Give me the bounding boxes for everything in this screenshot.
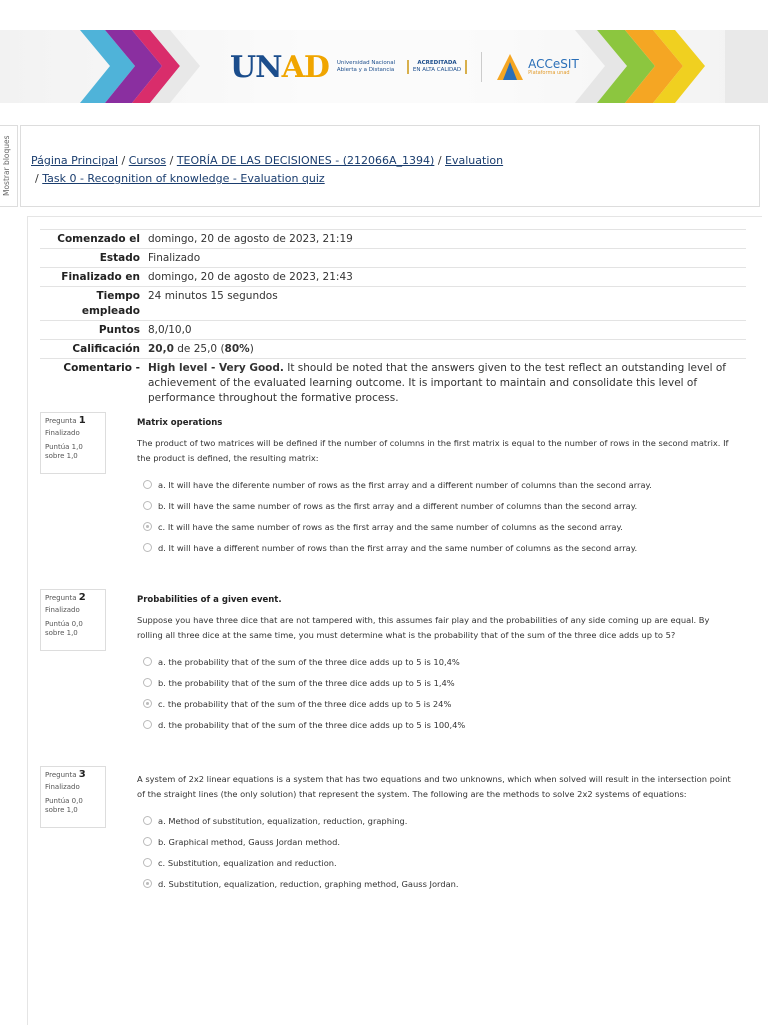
header-banner (0, 30, 768, 103)
radio-icon[interactable] (143, 837, 152, 846)
unad-logo: UNAD (230, 49, 329, 85)
breadcrumb: Página Principal / Cursos / TEORÍA DE LAS DECISIONES - (212066A_1394) / Evaluation / Task 0 - Recognition of knowledge - Evaluation quiz (31, 154, 504, 185)
question-body: A system of 2x2 linear equations is a system that has two equations and two unknowns, which when solved will result in the intersection point of the straight lines (the only solution) that represent the system. The following are the methods to solve 2x2 systems of equations: a. Method of substitution, equalization, reduction, graphing. b. Graphical method, Gauss Jordan method. c. Substitution, equalization and reduction. d. Substitution, equalization, reduction, graphing method, Gauss Jordan. (137, 766, 737, 894)
radio-icon[interactable] (143, 657, 152, 666)
breadcrumb-course[interactable]: TEORÍA DE LAS DECISIONES - (212066A_1394) (176, 154, 435, 167)
answer-option[interactable]: c. the probability that of the sum of the three dice adds up to 5 is 24% (143, 693, 737, 714)
summary-row: Puntos 8,0/10,0 (40, 321, 746, 340)
question-info: Pregunta 3 Finalizado Puntúa 0,0 sobre 1,0 (40, 766, 106, 828)
breadcrumb-card (20, 125, 760, 207)
attempt-summary (40, 229, 746, 407)
answer-option[interactable]: c. It will have the same number of rows as the first array and the same number of columns as the second array. (143, 516, 737, 537)
answer-option[interactable]: c. Substitution, equalization and reduction. (143, 852, 737, 873)
question-body: Probabilities of a given event. Suppose you have three dice that are not tampered with, this assumes fair play and the probabilities of any side coming up are equal. By rolling all three dice at the same time, you must determine what is the probability that of the sum of the three dice adds up to 5? a. the probability that of the sum of the three dice adds up to 5 is 10,4% b. the probability that of the sum of the three dice adds up to 5 is 1,4% c. the probability that of the sum of the three dice adds up to 5 is 24% d. the probability that of the sum of the three dice adds up to 5 is 100,4% (137, 589, 737, 735)
show-blocks-tab[interactable] (0, 125, 18, 207)
breadcrumb-evaluation[interactable]: Evaluation (445, 154, 504, 167)
answer-option[interactable]: a. It will have the diferente number of rows as the first array and a different number of columns than the second array. (143, 474, 737, 495)
accesit-logo: ACCeSIT Plataforma unad (496, 52, 579, 82)
logos (230, 46, 579, 88)
breadcrumb-home[interactable]: Página Principal (31, 154, 119, 167)
quiz-review (27, 216, 762, 1025)
radio-icon[interactable] (143, 816, 152, 825)
radio-icon[interactable] (143, 858, 152, 867)
answer-option[interactable]: b. the probability that of the sum of the three dice adds up to 5 is 1,4% (143, 672, 737, 693)
answer-option[interactable]: d. Substitution, equalization, reduction, graphing method, Gauss Jordan. (143, 873, 737, 894)
summary-row: Comenzado el domingo, 20 de agosto de 2023, 21:19 (40, 230, 746, 249)
summary-row: Comentario - High level - Very Good. It should be noted that the answers given to the test reflect an outstanding level of achievement of the evaluated learning outcome. It is important to maintain and consolidate this level of performance throughout the formative process. (40, 359, 746, 408)
radio-icon[interactable] (143, 480, 152, 489)
radio-selected-icon[interactable] (143, 522, 152, 531)
breadcrumb-quiz[interactable]: Task 0 - Recognition of knowledge - Evaluation quiz (42, 172, 325, 185)
question-body: Matrix operations The product of two matrices will be defined if the number of columns in the first matrix is equal to the number of rows in the second matrix. If the product is defined, the resulting matrix: a. It will have the diferente number of rows as the first array and a different number of columns than the second array. b. It will have the same number of rows as the first array and a different number of columns than the second array. c. It will have the same number of rows as the first array and the same number of columns as the second array. d. It will have a different number of rows than the first array and the same number of columns as the second array. (137, 412, 737, 558)
radio-icon[interactable] (143, 543, 152, 552)
answer-option[interactable]: b. It will have the same number of rows as the first array and a different number of columns than the second array. (143, 495, 737, 516)
radio-selected-icon[interactable] (143, 699, 152, 708)
summary-row: Tiempo empleado 24 minutos 15 segundos (40, 287, 746, 321)
unad-name: Universidad Nacional Abierta y a Distancia (336, 60, 396, 73)
answer-option[interactable]: d. It will have a different number of rows than the first array and the same number of columns as the second array. (143, 537, 737, 558)
answer-option[interactable]: a. Method of substitution, equalization, reduction, graphing. (143, 810, 737, 831)
question-info: Pregunta 2 Finalizado Puntúa 0,0 sobre 1,0 (40, 589, 106, 651)
answer-option[interactable]: d. the probability that of the sum of the three dice adds up to 5 is 100,4% (143, 714, 737, 735)
radio-icon[interactable] (143, 501, 152, 510)
radio-icon[interactable] (143, 720, 152, 729)
logo-separator (481, 52, 482, 82)
summary-row: Estado Finalizado (40, 249, 746, 268)
radio-selected-icon[interactable] (143, 879, 152, 888)
acreditada-badge: ACREDITADA EN ALTA CALIDAD (407, 60, 467, 74)
left-chevron-decoration (60, 30, 210, 103)
show-blocks-label: Mostrar bloques (2, 135, 11, 196)
answer-option[interactable]: b. Graphical method, Gauss Jordan method. (143, 831, 737, 852)
breadcrumb-courses[interactable]: Cursos (128, 154, 167, 167)
radio-icon[interactable] (143, 678, 152, 687)
answer-option[interactable]: a. the probability that of the sum of the three dice adds up to 5 is 10,4% (143, 651, 737, 672)
summary-row: Finalizado en domingo, 20 de agosto de 2023, 21:43 (40, 268, 746, 287)
accesit-triangle-icon (496, 52, 524, 82)
question-info: Pregunta 1 Finalizado Puntúa 1,0 sobre 1,0 (40, 412, 106, 474)
right-chevron-decoration (575, 30, 768, 103)
summary-row: Calificación 20,0 de 25,0 (80%) (40, 340, 746, 359)
